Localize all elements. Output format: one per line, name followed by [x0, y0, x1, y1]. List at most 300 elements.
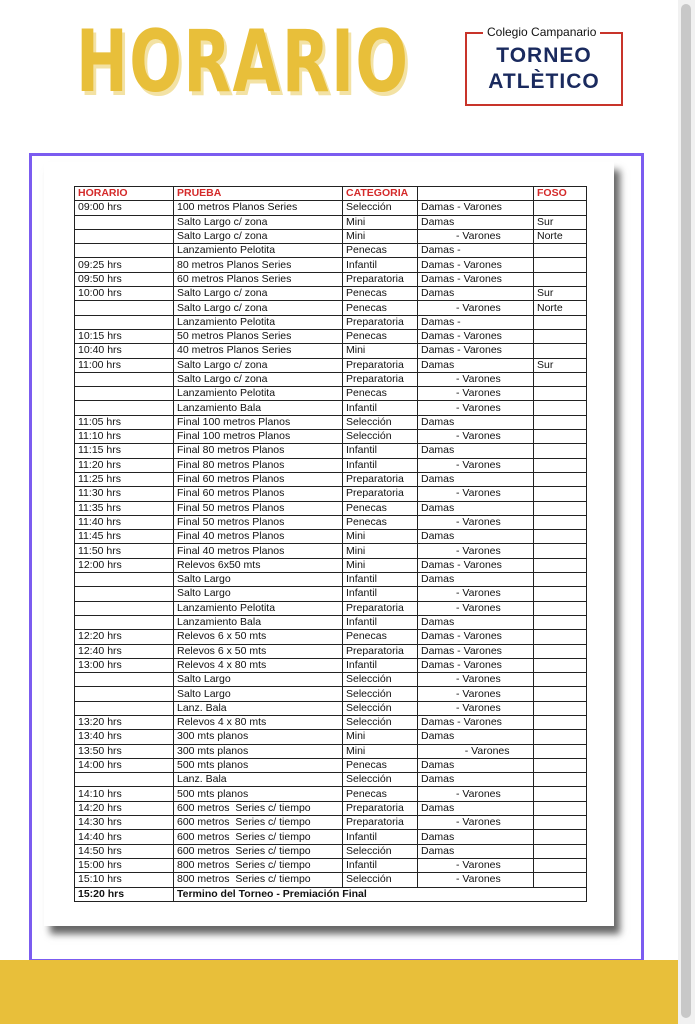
table-row: [75, 601, 587, 615]
table-row: [75, 201, 587, 215]
cell-genero: - Varones: [418, 687, 534, 701]
cell-foso: [534, 844, 587, 858]
table-row: [75, 830, 587, 844]
cell-genero: Damas - Varones: [418, 201, 534, 215]
table-row: [75, 730, 587, 744]
cell-horario: 15:00 hrs: [75, 858, 174, 872]
cell-prueba: Final 100 metros Planos: [174, 415, 343, 429]
cell-prueba: Final 100 metros Planos: [174, 430, 343, 444]
cell-foso: Sur: [534, 358, 587, 372]
cell-categoria: Mini: [343, 530, 418, 544]
table-row: [75, 758, 587, 772]
tournament-logo: [465, 25, 623, 106]
table-row: [75, 787, 587, 801]
cell-prueba: Salto Largo c/ zona: [174, 358, 343, 372]
cell-categoria: Selección: [343, 687, 418, 701]
cell-genero: - Varones: [418, 544, 534, 558]
cell-foso: [534, 715, 587, 729]
cell-horario: 13:20 hrs: [75, 715, 174, 729]
cell-horario: 11:50 hrs: [75, 544, 174, 558]
cell-genero: Damas: [418, 444, 534, 458]
cell-prueba: 80 metros Planos Series: [174, 258, 343, 272]
table-row: [75, 844, 587, 858]
cell-horario: [75, 587, 174, 601]
cell-horario: 09:25 hrs: [75, 258, 174, 272]
cell-foso: [534, 258, 587, 272]
cell-categoria: Preparatoria: [343, 358, 418, 372]
cell-genero: - Varones: [418, 601, 534, 615]
cell-foso: [534, 801, 587, 815]
cell-horario: 13:40 hrs: [75, 730, 174, 744]
cell-genero: - Varones: [418, 387, 534, 401]
cell-categoria: Penecas: [343, 287, 418, 301]
table-row: [75, 458, 587, 472]
table-row: [75, 315, 587, 329]
cell-genero: - Varones: [418, 372, 534, 386]
cell-prueba: Lanzamiento Pelotita: [174, 244, 343, 258]
cell-foso: [534, 558, 587, 572]
cell-genero: Damas: [418, 573, 534, 587]
cell-foso: [534, 773, 587, 787]
table-row: [75, 501, 587, 515]
cell-categoria: Mini: [343, 544, 418, 558]
cell-horario: 10:15 hrs: [75, 329, 174, 343]
cell-categoria: Infantil: [343, 458, 418, 472]
cell-categoria: Preparatoria: [343, 472, 418, 486]
cell-foso: [534, 830, 587, 844]
cell-horario: 09:00 hrs: [75, 201, 174, 215]
final-time: 15:20 hrs: [75, 887, 174, 901]
cell-foso: [534, 487, 587, 501]
table-row: [75, 701, 587, 715]
cell-genero: Damas - Varones: [418, 272, 534, 286]
cell-prueba: 600 metros Series c/ tiempo: [174, 816, 343, 830]
cell-genero: - Varones: [418, 229, 534, 243]
cell-horario: 14:00 hrs: [75, 758, 174, 772]
cell-foso: [534, 530, 587, 544]
table-row: [75, 444, 587, 458]
cell-prueba: 500 mts planos: [174, 758, 343, 772]
cell-foso: [534, 544, 587, 558]
cell-categoria: Penecas: [343, 301, 418, 315]
table-row: [75, 615, 587, 629]
table-row: [75, 773, 587, 787]
table-row: [75, 558, 587, 572]
cell-foso: [534, 387, 587, 401]
cell-categoria: Penecas: [343, 758, 418, 772]
table-row: [75, 387, 587, 401]
cell-foso: [534, 515, 587, 529]
cell-foso: Norte: [534, 229, 587, 243]
cell-prueba: Relevos 4 x 80 mts: [174, 658, 343, 672]
cell-genero: - Varones: [418, 673, 534, 687]
cell-horario: [75, 244, 174, 258]
cell-genero: Damas: [418, 358, 534, 372]
cell-foso: [534, 472, 587, 486]
footer-band: [0, 960, 678, 1024]
cell-categoria: Selección: [343, 201, 418, 215]
cell-horario: 14:50 hrs: [75, 844, 174, 858]
cell-horario: [75, 687, 174, 701]
cell-categoria: Selección: [343, 873, 418, 887]
cell-categoria: Infantil: [343, 830, 418, 844]
cell-horario: [75, 315, 174, 329]
cell-prueba: 600 metros Series c/ tiempo: [174, 844, 343, 858]
cell-genero: Damas: [418, 730, 534, 744]
col-header-prueba: PRUEBA: [174, 187, 343, 201]
cell-genero: Damas: [418, 472, 534, 486]
cell-horario: 14:30 hrs: [75, 816, 174, 830]
cell-prueba: Salto Largo c/ zona: [174, 287, 343, 301]
cell-genero: - Varones: [418, 301, 534, 315]
cell-foso: [534, 858, 587, 872]
cell-prueba: 600 metros Series c/ tiempo: [174, 801, 343, 815]
cell-categoria: Penecas: [343, 787, 418, 801]
cell-foso: [534, 816, 587, 830]
logo-school-name: Colegio Campanario: [483, 24, 600, 40]
table-row: [75, 258, 587, 272]
col-header-foso: FOSO: [534, 187, 587, 201]
cell-categoria: Infantil: [343, 587, 418, 601]
table-row: [75, 744, 587, 758]
cell-categoria: Selección: [343, 844, 418, 858]
cell-genero: Damas - Varones: [418, 344, 534, 358]
cell-categoria: Penecas: [343, 630, 418, 644]
col-header-horario: HORARIO: [75, 187, 174, 201]
cell-horario: 14:20 hrs: [75, 801, 174, 815]
cell-prueba: Salto Largo: [174, 573, 343, 587]
table-row: [75, 344, 587, 358]
cell-foso: [534, 430, 587, 444]
cell-genero: - Varones: [418, 487, 534, 501]
cell-horario: 10:40 hrs: [75, 344, 174, 358]
table-row: [75, 573, 587, 587]
cell-horario: [75, 673, 174, 687]
cell-foso: [534, 630, 587, 644]
cell-categoria: Selección: [343, 430, 418, 444]
cell-categoria: Preparatoria: [343, 801, 418, 815]
table-row: [75, 229, 587, 243]
cell-horario: [75, 387, 174, 401]
table-row: [75, 673, 587, 687]
cell-genero: Damas: [418, 501, 534, 515]
logo-line-torneo: TORNEO: [496, 44, 592, 67]
cell-prueba: 300 mts planos: [174, 730, 343, 744]
cell-genero: - Varones: [418, 816, 534, 830]
table-row: [75, 329, 587, 343]
cell-horario: 12:00 hrs: [75, 558, 174, 572]
cell-horario: 14:40 hrs: [75, 830, 174, 844]
cell-categoria: Infantil: [343, 858, 418, 872]
cell-categoria: Mini: [343, 558, 418, 572]
cell-prueba: Final 60 metros Planos: [174, 487, 343, 501]
cell-prueba: Lanzamiento Bala: [174, 615, 343, 629]
table-row: [75, 515, 587, 529]
cell-foso: Sur: [534, 287, 587, 301]
cell-prueba: 300 mts planos: [174, 744, 343, 758]
cell-categoria: Preparatoria: [343, 816, 418, 830]
cell-horario: 13:50 hrs: [75, 744, 174, 758]
table-row: [75, 858, 587, 872]
cell-prueba: Final 40 metros Planos: [174, 530, 343, 544]
cell-foso: [534, 687, 587, 701]
cell-categoria: Penecas: [343, 329, 418, 343]
cell-categoria: Infantil: [343, 444, 418, 458]
cell-prueba: Salto Largo: [174, 587, 343, 601]
cell-horario: [75, 301, 174, 315]
cell-horario: 11:40 hrs: [75, 515, 174, 529]
cell-genero: - Varones: [418, 787, 534, 801]
cell-horario: 11:20 hrs: [75, 458, 174, 472]
cell-foso: Sur: [534, 215, 587, 229]
cell-horario: 09:50 hrs: [75, 272, 174, 286]
cell-genero: Damas: [418, 801, 534, 815]
cell-prueba: Lanzamiento Pelotita: [174, 601, 343, 615]
cell-prueba: Relevos 4 x 80 mts: [174, 715, 343, 729]
cell-prueba: Lanz. Bala: [174, 773, 343, 787]
cell-prueba: Lanzamiento Pelotita: [174, 387, 343, 401]
cell-foso: [534, 758, 587, 772]
cell-categoria: Selección: [343, 773, 418, 787]
table-row: [75, 215, 587, 229]
cell-foso: [534, 744, 587, 758]
cell-horario: [75, 701, 174, 715]
cell-genero: Damas -: [418, 244, 534, 258]
table-row: [75, 873, 587, 887]
cell-categoria: Preparatoria: [343, 601, 418, 615]
cell-prueba: Salto Largo: [174, 673, 343, 687]
cell-prueba: 40 metros Planos Series: [174, 344, 343, 358]
cell-prueba: Salto Largo c/ zona: [174, 372, 343, 386]
cell-categoria: Mini: [343, 229, 418, 243]
cell-categoria: Penecas: [343, 501, 418, 515]
cell-genero: - Varones: [418, 587, 534, 601]
cell-prueba: Salto Largo c/ zona: [174, 301, 343, 315]
table-row: [75, 372, 587, 386]
cell-categoria: Mini: [343, 215, 418, 229]
cell-prueba: Final 80 metros Planos: [174, 458, 343, 472]
cell-genero: Damas - Varones: [418, 558, 534, 572]
cell-foso: [534, 787, 587, 801]
table-row: [75, 630, 587, 644]
cell-genero: - Varones: [418, 430, 534, 444]
table-row: [75, 287, 587, 301]
cell-categoria: Mini: [343, 744, 418, 758]
cell-horario: 11:45 hrs: [75, 530, 174, 544]
cell-foso: [534, 730, 587, 744]
cell-prueba: 600 metros Series c/ tiempo: [174, 830, 343, 844]
cell-foso: [534, 329, 587, 343]
cell-foso: [534, 372, 587, 386]
cell-genero: Damas -: [418, 315, 534, 329]
cell-horario: [75, 615, 174, 629]
cell-foso: [534, 401, 587, 415]
cell-genero: Damas - Varones: [418, 644, 534, 658]
final-row: [75, 887, 587, 901]
cell-prueba: Final 50 metros Planos: [174, 501, 343, 515]
cell-genero: Damas - Varones: [418, 329, 534, 343]
cell-foso: [534, 615, 587, 629]
cell-foso: [534, 701, 587, 715]
cell-categoria: Mini: [343, 344, 418, 358]
cell-categoria: Selección: [343, 701, 418, 715]
cell-horario: 15:10 hrs: [75, 873, 174, 887]
cell-genero: Damas: [418, 615, 534, 629]
table-row: [75, 587, 587, 601]
cell-foso: [534, 244, 587, 258]
cell-horario: 11:00 hrs: [75, 358, 174, 372]
cell-horario: 11:30 hrs: [75, 487, 174, 501]
cell-horario: 12:20 hrs: [75, 630, 174, 644]
cell-categoria: Mini: [343, 730, 418, 744]
cell-genero: - Varones: [418, 458, 534, 472]
schedule-table: [74, 186, 587, 902]
cell-prueba: Relevos 6x50 mts: [174, 558, 343, 572]
cell-foso: [534, 673, 587, 687]
table-row: [75, 530, 587, 544]
cell-genero: Damas: [418, 215, 534, 229]
cell-categoria: Preparatoria: [343, 272, 418, 286]
cell-horario: 13:00 hrs: [75, 658, 174, 672]
cell-prueba: Final 60 metros Planos: [174, 472, 343, 486]
cell-horario: 11:25 hrs: [75, 472, 174, 486]
cell-horario: 11:05 hrs: [75, 415, 174, 429]
table-row: [75, 687, 587, 701]
cell-prueba: Salto Largo c/ zona: [174, 215, 343, 229]
cell-foso: [534, 201, 587, 215]
cell-prueba: Salto Largo c/ zona: [174, 229, 343, 243]
cell-horario: [75, 601, 174, 615]
cell-genero: Damas - Varones: [418, 258, 534, 272]
cell-prueba: Lanz. Bala: [174, 701, 343, 715]
col-header-categoria: CATEGORIA: [343, 187, 418, 201]
cell-genero: - Varones: [418, 401, 534, 415]
cell-foso: [534, 587, 587, 601]
cell-horario: [75, 401, 174, 415]
table-row: [75, 272, 587, 286]
page-title: HORARIO: [76, 12, 410, 112]
table-row: [75, 801, 587, 815]
table-row: [75, 472, 587, 486]
table-row: [75, 358, 587, 372]
cell-genero: Damas: [418, 773, 534, 787]
cell-foso: [534, 344, 587, 358]
cell-genero: - Varones: [418, 858, 534, 872]
cell-genero: - Varones: [418, 515, 534, 529]
table-row: [75, 816, 587, 830]
cell-categoria: Selección: [343, 673, 418, 687]
cell-categoria: Preparatoria: [343, 315, 418, 329]
cell-prueba: 100 metros Planos Series: [174, 201, 343, 215]
cell-prueba: Final 50 metros Planos: [174, 515, 343, 529]
cell-horario: 11:15 hrs: [75, 444, 174, 458]
cell-categoria: Preparatoria: [343, 372, 418, 386]
cell-categoria: Selección: [343, 415, 418, 429]
cell-categoria: Penecas: [343, 244, 418, 258]
cell-genero: Damas: [418, 530, 534, 544]
table-row: [75, 244, 587, 258]
cell-genero: Damas - Varones: [418, 658, 534, 672]
scrollbar-thumb[interactable]: [681, 4, 691, 1018]
table-header-row: [75, 187, 587, 201]
final-text: Termino del Torneo - Premiación Final: [174, 887, 587, 901]
col-header-genero: [418, 187, 534, 201]
cell-horario: 12:40 hrs: [75, 644, 174, 658]
cell-foso: [534, 272, 587, 286]
cell-foso: [534, 415, 587, 429]
cell-foso: [534, 644, 587, 658]
cell-categoria: Penecas: [343, 387, 418, 401]
cell-horario: 11:35 hrs: [75, 501, 174, 515]
cell-horario: [75, 229, 174, 243]
table-row: [75, 415, 587, 429]
cell-genero: Damas - Varones: [418, 630, 534, 644]
cell-categoria: Preparatoria: [343, 487, 418, 501]
cell-prueba: 800 metros Series c/ tiempo: [174, 873, 343, 887]
cell-foso: [534, 873, 587, 887]
cell-foso: [534, 458, 587, 472]
cell-prueba: Relevos 6 x 50 mts: [174, 644, 343, 658]
table-row: [75, 658, 587, 672]
cell-prueba: Salto Largo: [174, 687, 343, 701]
table-row: [75, 487, 587, 501]
cell-genero: - Varones: [418, 873, 534, 887]
cell-genero: Damas: [418, 844, 534, 858]
cell-prueba: Lanzamiento Pelotita: [174, 315, 343, 329]
cell-prueba: 800 metros Series c/ tiempo: [174, 858, 343, 872]
cell-genero: Damas - Varones: [418, 715, 534, 729]
cell-categoria: Infantil: [343, 258, 418, 272]
cell-prueba: Final 40 metros Planos: [174, 544, 343, 558]
table-row: [75, 301, 587, 315]
cell-horario: [75, 215, 174, 229]
cell-categoria: Infantil: [343, 573, 418, 587]
cell-prueba: 60 metros Planos Series: [174, 272, 343, 286]
cell-prueba: 50 metros Planos Series: [174, 329, 343, 343]
cell-genero: Damas: [418, 287, 534, 301]
table-row: [75, 430, 587, 444]
cell-categoria: Infantil: [343, 658, 418, 672]
cell-foso: [534, 501, 587, 515]
cell-genero: - Varones: [418, 744, 534, 758]
cell-foso: [534, 601, 587, 615]
cell-horario: [75, 773, 174, 787]
cell-categoria: Selección: [343, 715, 418, 729]
cell-genero: Damas: [418, 830, 534, 844]
cell-prueba: 500 mts planos: [174, 787, 343, 801]
cell-categoria: Penecas: [343, 515, 418, 529]
cell-foso: Norte: [534, 301, 587, 315]
cell-foso: [534, 658, 587, 672]
cell-prueba: Final 80 metros Planos: [174, 444, 343, 458]
logo-line-atletico: ATLÈTICO: [488, 70, 600, 93]
schedule-rows: [75, 201, 587, 887]
cell-prueba: Relevos 6 x 50 mts: [174, 630, 343, 644]
cell-categoria: Infantil: [343, 615, 418, 629]
cell-prueba: Lanzamiento Bala: [174, 401, 343, 415]
cell-horario: [75, 372, 174, 386]
table-row: [75, 401, 587, 415]
cell-categoria: Preparatoria: [343, 644, 418, 658]
cell-horario: 14:10 hrs: [75, 787, 174, 801]
cell-categoria: Infantil: [343, 401, 418, 415]
cell-horario: [75, 573, 174, 587]
cell-foso: [534, 573, 587, 587]
cell-genero: Damas: [418, 758, 534, 772]
table-row: [75, 644, 587, 658]
table-row: [75, 544, 587, 558]
cell-horario: 10:00 hrs: [75, 287, 174, 301]
